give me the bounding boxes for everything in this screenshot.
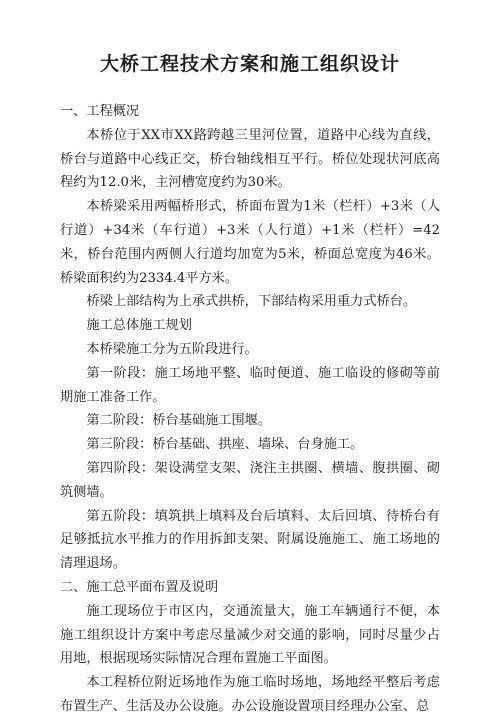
paragraph-five-stages: 本桥梁施工分为五阶段进行。 bbox=[86, 341, 258, 357]
paragraph-overall-plan-heading: 施工总体施工规划 bbox=[86, 318, 192, 334]
paragraph-temporary-site: 本工程桥位附近场地作为施工临时场地，场地经平整后考虑布置生产、生活及办公设施。办公设施设置项目经理办公室、总 bbox=[60, 675, 440, 714]
paragraph-bridge-location: 本桥位于XX市XX路跨越三里河位置，道路中心线为直线，桥台与道路中心线正交，桥台轴线相互平行。桥位处现状河底高程约为12.0米，主河槽宽度约为30米。 bbox=[60, 127, 440, 191]
paragraph-stage-five: 第五阶段：填筑拱上填料及台后填料、太后回填、待桥台有足够抵抗水平推力的作用拆卸支架、附属设施施工、施工场地的清理退场。 bbox=[60, 508, 440, 572]
paragraph-stage-one: 第一阶段：施工场地平整、临时便道、施工临设的修砌等前期施工准备工作。 bbox=[60, 365, 440, 405]
paragraph-stage-two: 第二阶段：桥台基础施工围堰。 bbox=[86, 413, 272, 429]
paragraph-site-conditions: 施工现场位于市区内，交通流量大，施工车辆通行不便，本施工组织设计方案中考虑尽量减少对交通的影响，同时尽量少占用地，根据现场实际情况合理布置施工平面图。 bbox=[60, 603, 440, 667]
paragraph-structure-type: 桥梁上部结构为上承式拱桥，下部结构采用重力式桥台。 bbox=[86, 294, 417, 310]
section-heading-site-layout: 二、施工总平面布置及说明 bbox=[60, 579, 219, 595]
section-heading-overview: 一、工程概况 bbox=[60, 104, 140, 119]
paragraph-stage-four: 第四阶段：架设满堂支架、浇注主拱圈、横墙、腹拱圈、砌筑侧墙。 bbox=[60, 460, 440, 500]
paragraph-stage-three: 第三阶段：桥台基础、拱座、墙垛、台身施工。 bbox=[86, 437, 364, 453]
paragraph-bridge-deck-layout: 本桥梁采用两幅桥形式，桥面布置为1米（栏杆）+3米（人行道）+34米（车行道）+3米（人行道）+1米（栏杆）=42米，桥台范围内两侧人行道均加宽为5米，桥面总宽度为46米。桥梁面积约为2334.4平方米。 bbox=[60, 199, 440, 286]
page-title: 大桥工程技术方案和施工组织设计 bbox=[99, 53, 400, 75]
